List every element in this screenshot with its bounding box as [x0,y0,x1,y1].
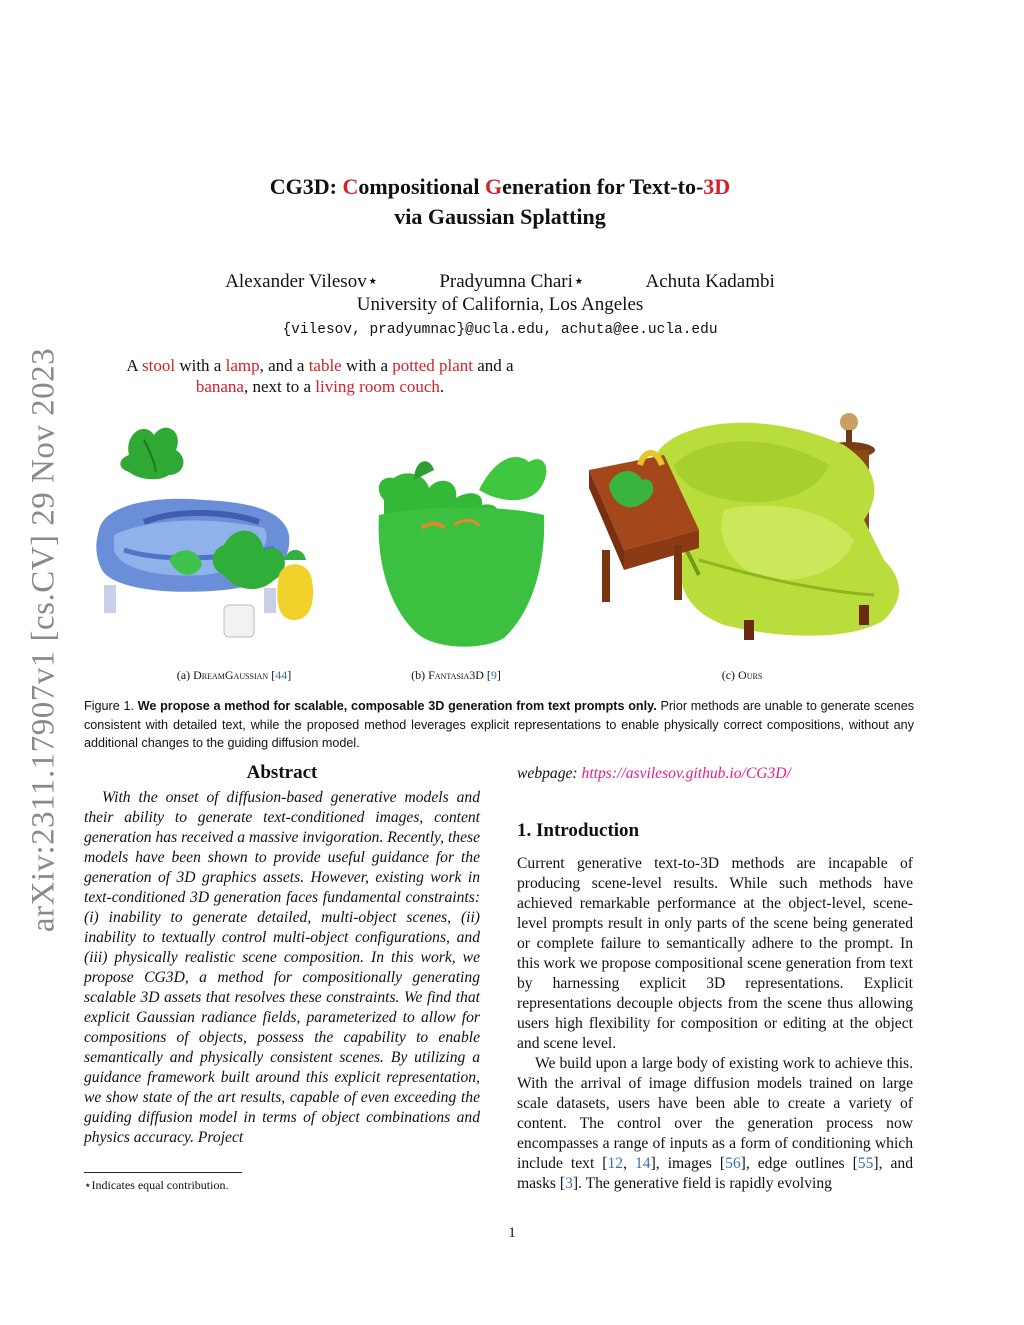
text-segment: ], edge outlines [ [740,1155,858,1172]
text-segment: and a [473,356,514,375]
project-webpage: webpage: https://asvilesov.github.io/CG3D/ [517,765,791,782]
text-segment: . [439,377,445,396]
prompt-object-word: banana [195,377,244,396]
arxiv-sidebar [20,340,68,940]
citation-link[interactable]: 56 [725,1155,741,1172]
text-segment: CG3D: [269,174,343,199]
text-segment: eneration for Text-to- [502,174,704,199]
webpage-link[interactable]: https://asvilesov.github.io/CG3D/ [581,765,791,782]
method-name-dreamgaussian: DreamGaussian [193,668,269,682]
method-name-fantasia3d: Fantasia3D [428,668,484,682]
ours-render [589,413,899,640]
abstract-heading: Abstract [246,762,318,783]
footnote-rule [84,1172,242,1173]
prompt-object-word: potted plant [392,356,473,375]
citation-link[interactable]: 14 [635,1155,651,1172]
author-names [120,270,880,293]
citation-link[interactable]: 55 [857,1155,874,1172]
author-1: Alexander Vilesov⋆ [225,271,379,292]
fantasia3d-render [379,457,547,647]
abstract-text: With the onset of diffusion-based generative models and their ability to generate text-conditioned images, content generation has received a massive invigoration. Recently, these models have been shown to provide useful guidance for the generation of 3D graphics assets. However, existing work in text-conditioned 3D generation faces fundamental constraints: (i) inability to generate detailed, multi-object scenes, (ii) inability to textually control multi-object configurations, and (iii) physically realistic scene composition. In this work, we propose CG3D, a method for compositionally generating scalable 3D assets that resolves these constraints. We find that explicit Gaussian radiance fields, parameterized to allow for compositions of objects, possess the capability to enable semantically and physically consistent scenes. By utilizing a guidance framework built around this explicit representation, we show state of the art results, capable of even exceeding the guiding diffusion model in terms of object combinations and physics accuracy. Project [84,789,480,1146]
affiliation: University of California, Los Angeles [356,294,644,315]
text-segment: A [126,356,142,375]
footnote: ⋆Indicates equal contribution. [84,1178,229,1192]
subcaption-b: (b) Fantasia3D [9] [411,668,501,682]
text-segment: We build upon a large body of existing work to achieve this. With the arrival of image diffusion models trained on large scale datasets, users have been able to create a variety of content. The control over the generation process now encompasses a range of inputs as a form of conditioning which include text [ [517,1055,913,1172]
citation-link[interactable]: 3 [565,1175,573,1192]
text-segment: ], images [ [650,1155,726,1172]
figure-prompt-text [120,355,520,397]
text-segment: ], and masks [ [517,1155,913,1192]
title-highlight-letter: G [484,174,503,199]
intro-paragraph-1: Current generative text-to-3D methods are incapable of producing scene-level results. While such methods have achieved remarkable performance at the object-level, scene-level prompts result in only parts of the scene being generated or complete failure to semantically adhere to the prompt. In this work we propose compositional scene generation from text by harnessing explicit 3D representations. Explicit representations decouple objects from the scene thus allowing users high flexibility for composition or editing at the object and scene level. [517,855,913,1052]
prompt-object-word: table [308,356,342,375]
citation-link[interactable]: 12 [607,1155,624,1172]
title-line-2: via Gaussian Splatting [394,204,606,229]
text-segment: with a [175,356,226,375]
prompt-object-word: stool [142,356,176,375]
title-highlight-letter: C [342,174,359,199]
title-line-1 [120,172,880,202]
text-segment: ompositional [358,174,485,199]
subcaption-c: (c) Ours [721,668,763,682]
subcaption-a: (a) DreamGaussian [44] [176,668,292,682]
author-emails: {vilesov, pradyumnac}@ucla.edu, achuta@ee.ucla.edu [282,322,718,338]
citation-link[interactable]: 44 [275,668,288,682]
prompt-object-word: living room couch [315,377,440,396]
text-segment: , next to a [243,377,316,396]
text-segment: ]. The generative field is rapidly evolving [572,1175,832,1192]
intro-paragraph-2 [517,1054,913,1194]
text-segment: , [623,1155,635,1172]
method-name-ours: Ours [738,668,763,682]
page-number: 1 [508,1225,516,1241]
intro-heading: 1. Introduction [517,820,640,841]
arxiv-id: arXiv:2311.17907v1 [cs.CV] 29 Nov 2023 [25,347,62,933]
prompt-object-word: lamp [225,356,260,375]
intro-body [517,854,913,1194]
title-highlight-letter: 3D [703,174,731,199]
author-3: Achuta Kadambi [645,271,775,292]
citation-link[interactable]: 9 [490,668,497,682]
paper-title [120,172,880,232]
text-segment: , and a [259,356,309,375]
dreamgaussian-render [96,428,313,637]
figure-caption: Figure 1. We propose a method for scalable, composable 3D generation from text prompts only. Prior methods are unable to generate scenes consistent with detailed text, while the proposed method leverages explicit representations to enable physically correct compositions, without any additional changes to the guiding diffusion model. [84,699,914,750]
author-2: Pradyumna Chari⋆ [439,271,585,292]
author-block [120,270,880,342]
text-segment: with a [341,356,393,375]
teaser-figure [84,410,914,660]
